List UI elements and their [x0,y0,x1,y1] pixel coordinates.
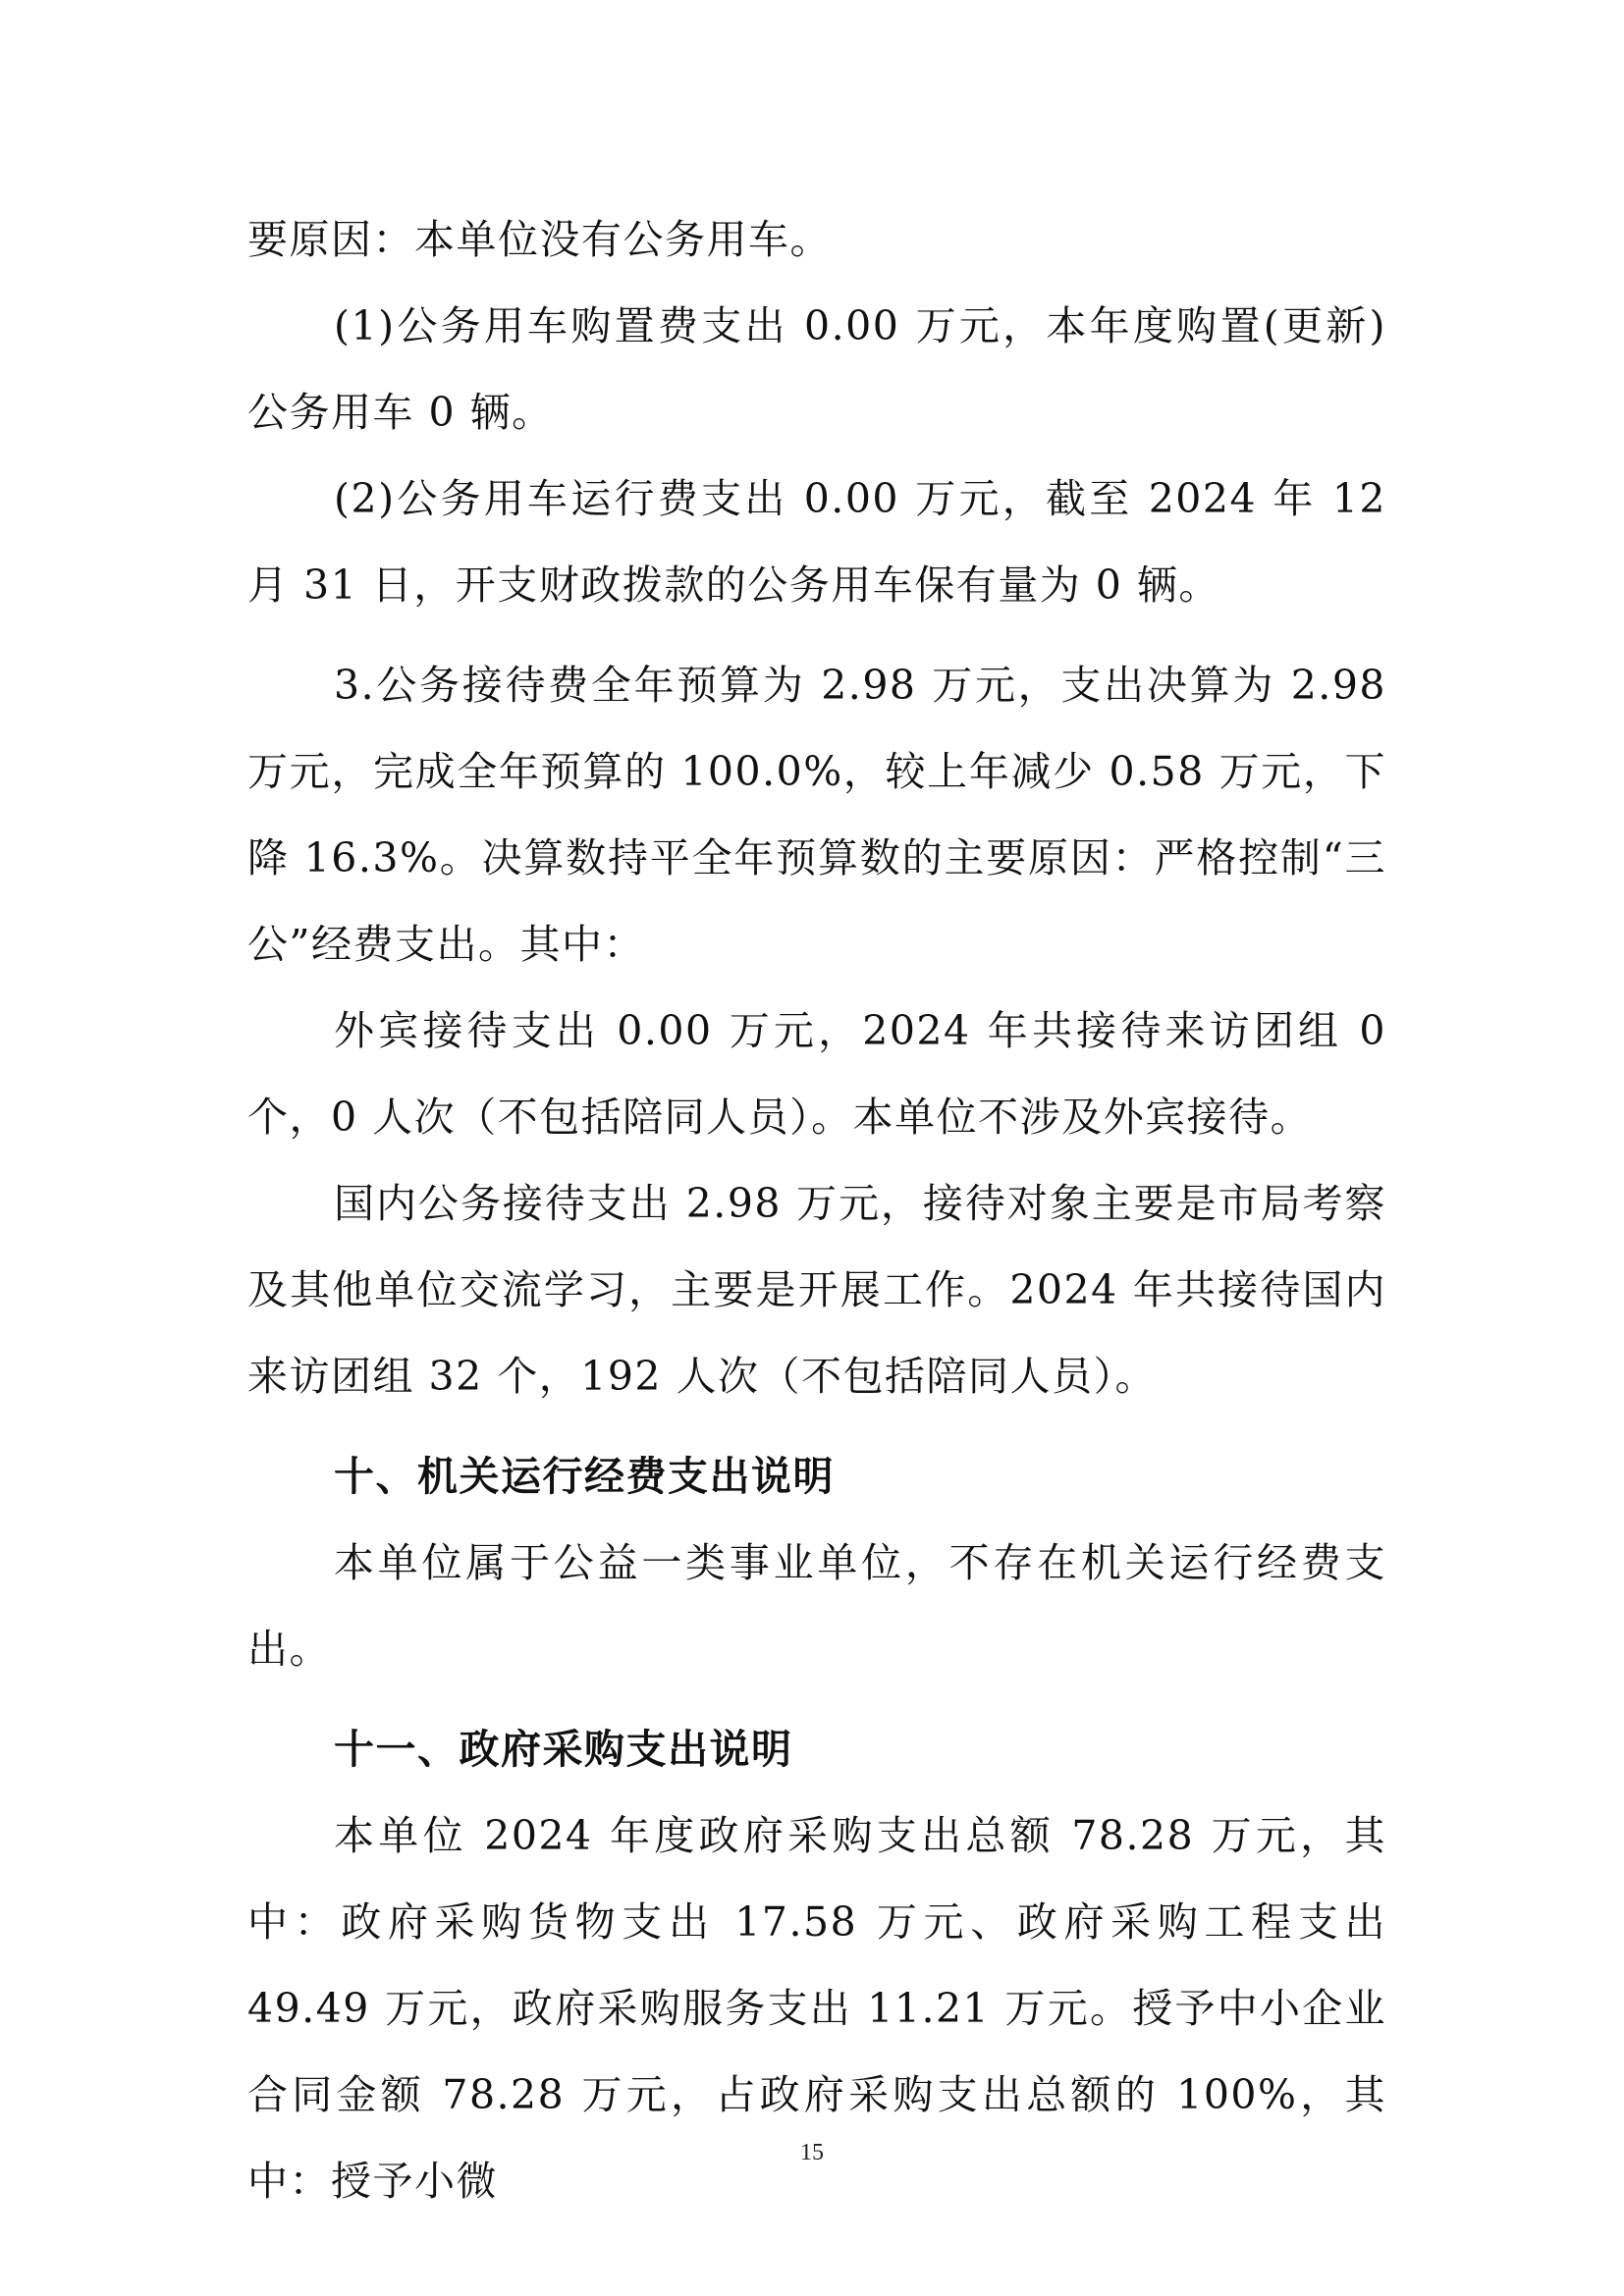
paragraph-vehicle-purchase: (1)公务用车购置费支出 0.00 万元，本年度购置(更新)公务用车 0 辆。 [247,302,1386,436]
paragraph-vehicle-reason: 要原因：本单位没有公务用车。 [247,216,832,263]
paragraph-foreign-reception: 外宾接待支出 0.00 万元，2024 年共接待来访团组 0 个，0 人次（不包括陪同人员）。本单位不涉及外宾接待。 [247,1007,1386,1141]
paragraph-procurement: 本单位 2024 年度政府采购支出总额 78.28 万元，其中：政府采购货物支出 17.58 万元、政府采购工程支出 49.49 万元，政府采购服务支出 11.21 万元。授予中小企业合同金额 78.28 万元，占政府采购支出总额的 100%，其中：授予小微 [247,1812,1386,2205]
document-body [247,196,1386,2224]
paragraph-operating-expenses: 本单位属于公益一类事业单位，不存在机关运行经费支出。 [247,1539,1386,1673]
paragraph-domestic-reception: 国内公务接待支出 2.98 万元，接待对象主要是市局考察及其他单位交流学习，主要是开展工作。2024 年共接待国内来访团组 32 个，192 人次（不包括陪同人员）。 [247,1180,1386,1400]
section-heading-procurement: 十一、政府采购支出说明 [334,1726,793,1773]
page-number: 15 [800,2140,824,2165]
paragraph-reception-budget: 3.公务接待费全年预算为 2.98 万元，支出决算为 2.98 万元，完成全年预算的 100.0%，较上年减少 0.58 万元，下降 16.3%。决算数持平全年预算数的主要原因：严格控制“三公”经费支出。其中： [247,662,1386,968]
section-heading-operating-expenses: 十、机关运行经费支出说明 [334,1453,835,1500]
paragraph-vehicle-operation: (2)公务用车运行费支出 0.00 万元，截至 2024 年 12 月 31 日，开支财政拨款的公务用车保有量为 0 辆。 [247,475,1386,609]
